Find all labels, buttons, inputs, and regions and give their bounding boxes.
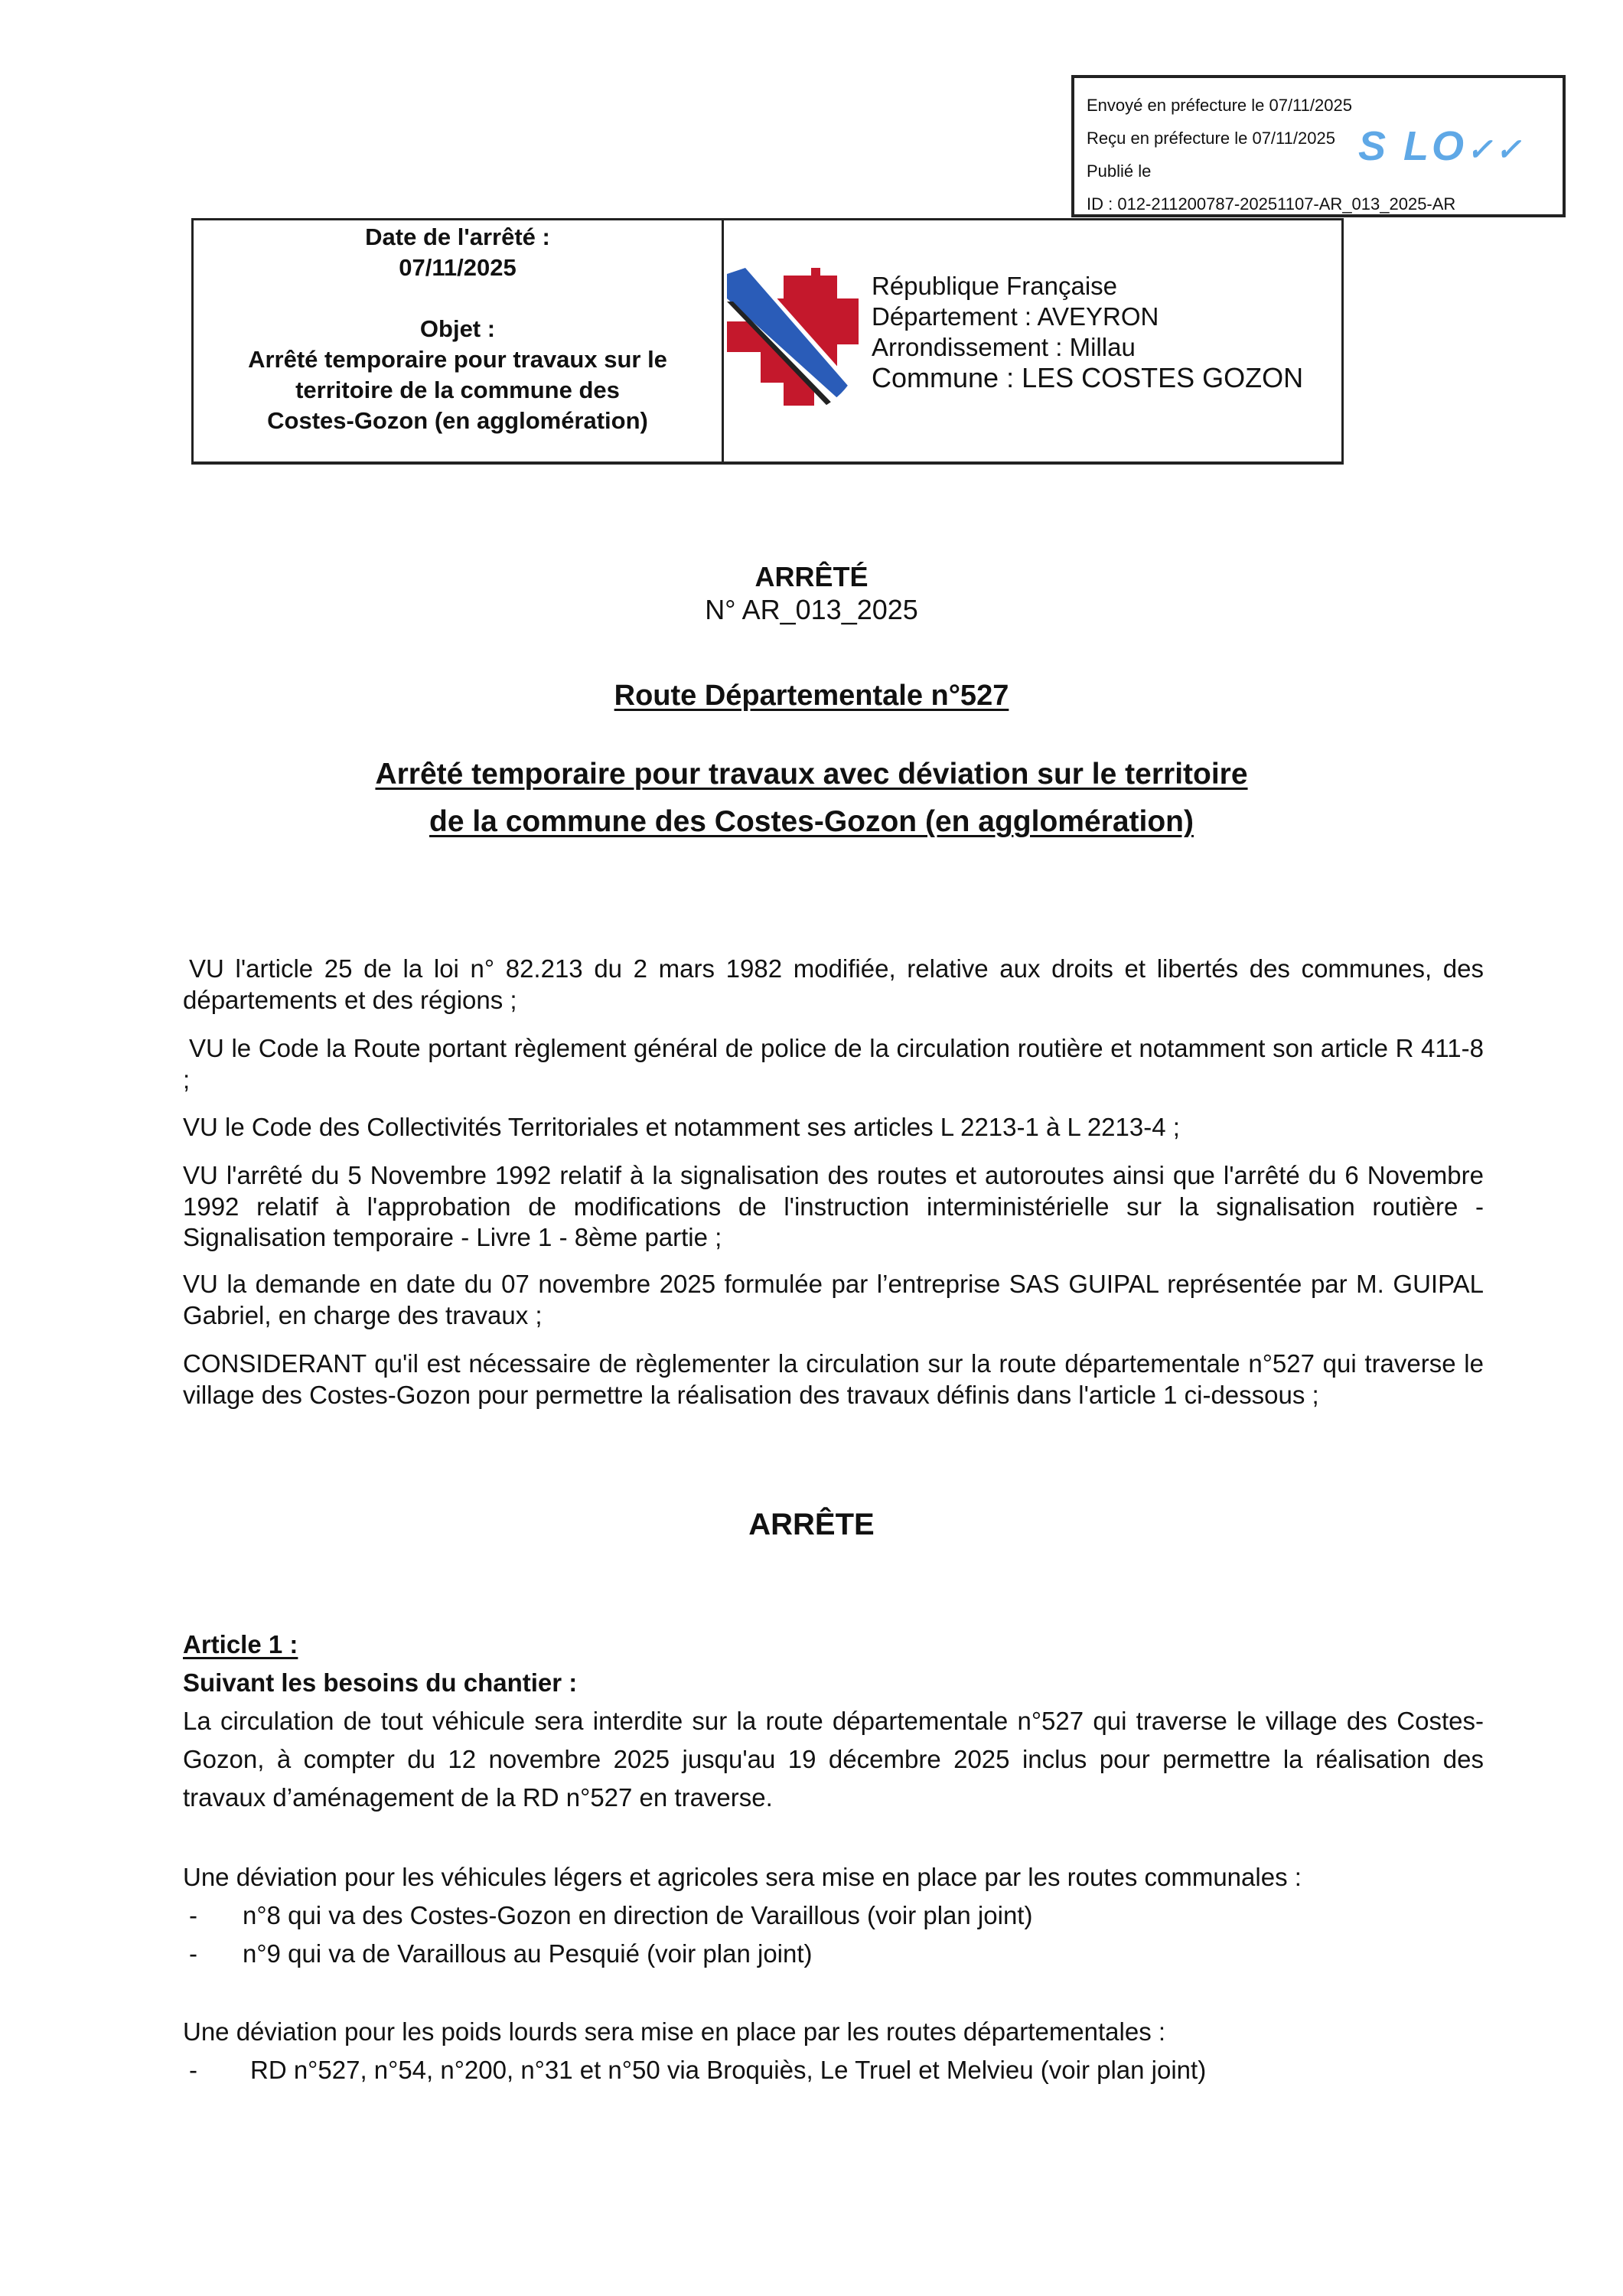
commune-info bbox=[872, 271, 1303, 393]
article-1-paragraph: La circulation de tout véhicule sera interdite sur la route départementale n°527 qui traverse le village des Costes-Gozon, à compter du 12 novembre 2025 jusqu'au 19 décembre 2025 inclus pour permettre la réalisation des travaux d’aménagement de la RD n°527 en traverse. bbox=[183, 1707, 1484, 1812]
light-detour-item: - n°8 qui va des Costes-Gozon en direction de Varaillous (voir plan joint) bbox=[189, 1901, 1033, 1929]
republic: République Française bbox=[872, 272, 1118, 300]
heavy-detour-item: - RD n°527, n°54, n°200, n°31 et n°50 via Broquiès, Le Truel et Melvieu (voir plan joint) bbox=[189, 2056, 1207, 2084]
object-line: Arrêté temporaire pour travaux sur le bbox=[248, 346, 667, 373]
handwritten-signature: S LO✓✓ bbox=[1358, 123, 1525, 169]
commune: Commune : LES COSTES GOZON bbox=[872, 362, 1304, 393]
received-date: Reçu en préfecture le 07/11/2025 bbox=[1087, 129, 1335, 148]
arrete-decision-heading: ARRÊTE bbox=[748, 1508, 875, 1541]
consideration: VU l'arrêté du 5 Novembre 1992 relatif à la signalisation des routes et autoroutes ainsi que l'arrêté du 6 Novembre 1992 relatif à l'approbation de modifications de l'instruction interministérielle sur la signalisation routière - Signalisation temporaire - Livre 1 - 8ème partie ; bbox=[183, 1161, 1484, 1251]
object-line: territoire de la commune des bbox=[295, 377, 620, 403]
published-date: Publié le bbox=[1087, 161, 1152, 181]
act-id: ID : 012-211200787-20251107-AR_013_2025-AR bbox=[1087, 194, 1456, 214]
commune-crest-icon bbox=[727, 268, 859, 421]
header-box bbox=[191, 218, 1344, 465]
object-label: Objet : bbox=[419, 315, 496, 342]
subtitle-line-2: de la commune des Costes-Gozon (en agglomération) bbox=[429, 805, 1194, 838]
article-1-title: Article 1 : bbox=[183, 1630, 298, 1658]
heavy-detour-intro: Une déviation pour les poids lourds sera mise en place par les routes départementales : bbox=[183, 2017, 1166, 2046]
subtitle-line-1: Arrêté temporaire pour travaux avec déviation sur le territoire bbox=[375, 758, 1248, 791]
light-detour-intro: Une déviation pour les véhicules légers et agricoles sera mise en place par les routes communales : bbox=[183, 1863, 1302, 1891]
sent-date: Envoyé en préfecture le 07/11/2025 bbox=[1087, 96, 1352, 115]
consideration: VU le Code la Route portant règlement général de police de la circulation routière et notamment son article R 411-8 ; bbox=[183, 1034, 1484, 1094]
arrondissement: Arrondissement : Millau bbox=[872, 333, 1136, 361]
article-1-subtitle: Suivant les besoins du chantier : bbox=[183, 1668, 578, 1697]
header-left bbox=[194, 220, 724, 461]
consideration: VU la demande en date du 07 novembre 2025 formulée par l’entreprise SAS GUIPAL représentée par M. GUIPAL Gabriel, en charge des travaux ; bbox=[183, 1270, 1484, 1329]
arrete-heading: ARRÊTÉ bbox=[754, 561, 869, 592]
consideration: VU l'article 25 de la loi n° 82.213 du 2 mars 1982 modifiée, relative aux droits et libertés des communes, des départements et des régions ; bbox=[183, 954, 1484, 1014]
object-line: Costes-Gozon (en agglomération) bbox=[267, 407, 648, 434]
date-label: Date de l'arrêté : bbox=[365, 223, 550, 250]
route-title: Route Départementale n°527 bbox=[614, 680, 1009, 712]
department: Département : AVEYRON bbox=[872, 302, 1159, 331]
consideration: CONSIDERANT qu'il est nécessaire de règlementer la circulation sur la route départementale n°527 qui traverse le village des Costes-Gozon pour permettre la réalisation des travaux définis dans l'article 1 ci-dessous ; bbox=[183, 1349, 1484, 1409]
consideration: VU le Code des Collectivités Territoriales et notamment ses articles L 2213-1 à L 2213-4 ; bbox=[183, 1113, 1180, 1141]
header-right bbox=[724, 220, 1341, 461]
date-value: 07/11/2025 bbox=[399, 254, 517, 281]
light-detour-item: - n°9 qui va de Varaillous au Pesquié (voir plan joint) bbox=[189, 1939, 813, 1968]
arrete-number: N° AR_013_2025 bbox=[705, 594, 918, 625]
